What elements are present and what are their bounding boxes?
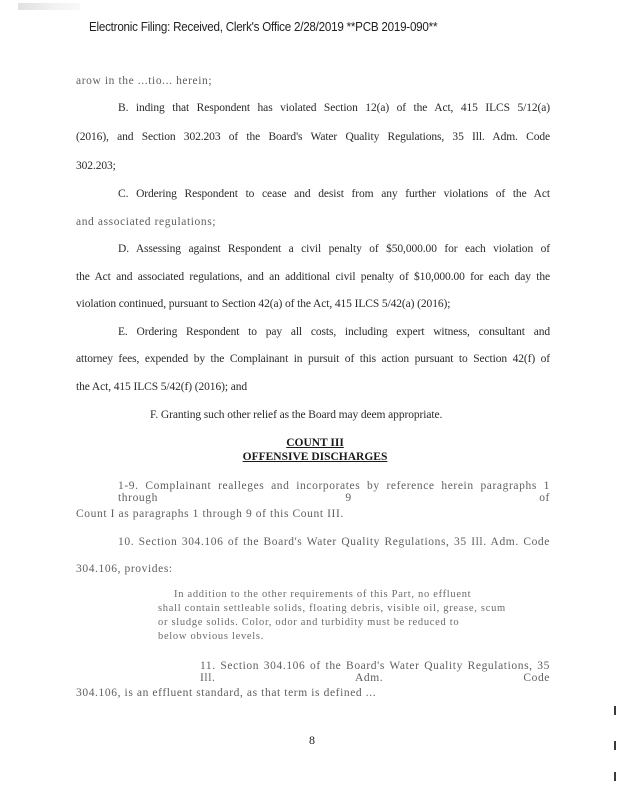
block-quote-line-2: shall contain settleable solids, floating debris, visible oil, grease, scum [158,603,506,614]
scan-margin-mark [614,772,616,781]
paragraph-c-line-2: and associated regulations; [76,216,217,228]
count-number-heading: COUNT III [286,437,344,449]
paragraph-b-line-2: (2016), and Section 302.203 of the Board's Water Quality Regulations, 35 Ill. Adm. Code [76,131,550,143]
count-paragraph-2-line-2: 304.106, provides: [76,563,173,575]
paragraph-d-line-1: D. Assessing against Respondent a civil penalty of $50,000.00 for each violation of [118,243,550,255]
scan-artifact [18,3,80,10]
count-paragraph-1-line-2: Count I as paragraphs 1 through 9 of this Count III. [76,508,344,520]
paragraph-e-line-2: attorney fees, expended by the Complainant in pursuit of this action pursuant to Section 42(f) of [76,353,550,365]
block-quote-line-1: In addition to the other requirements of this Part, no effluent [174,589,472,600]
count-paragraph-2-line-1: 10. Section 304.106 of the Board's Water Quality Regulations, 35 Ill. Adm. Code [118,536,550,548]
paragraph-e-line-1: E. Ordering Respondent to pay all costs, including expert witness, consultant and [118,326,550,338]
paragraph-f: F. Granting such other relief as the Board may deem appropriate. [150,409,443,421]
paragraph-b-line-1: B. inding that Respondent has violated Section 12(a) of the Act, 415 ILCS 5/12(a) [118,102,550,114]
paragraph-c-line-1: C. Ordering Respondent to cease and desist from any further violations of the Act [118,188,550,200]
count-paragraph-3-line-2: 304.106, is an effluent standard, as that term is defined ... [76,687,377,699]
count-title-heading: OFFENSIVE DISCHARGES [242,451,388,463]
scan-margin-mark [614,741,616,750]
block-quote-line-4: below obvious levels. [158,631,264,642]
paragraph-b-line-3: 302.203; [76,160,116,172]
page-number: 8 [309,733,315,747]
paragraph-d-line-2: the Act and associated regulations, and an additional civil penalty of $10,000.00 for each day the [76,271,550,283]
count-paragraph-3-line-1: 11. Section 304.106 of the Board's Water Quality Regulations, 35 Ill. Adm. Code [200,660,550,684]
filing-header: Electronic Filing: Received, Clerk's Office 2/28/2019 **PCB 2019-090** [89,20,438,34]
scan-margin-mark [614,706,616,715]
count-paragraph-1-line-1: 1-9. Complainant realleges and incorporates by reference herein paragraphs 1 through 9 of [118,480,550,504]
intro-fragment: arow in the ...tio... herein; [76,75,213,87]
paragraph-e-line-3: the Act, 415 ILCS 5/42(f) (2016); and [76,381,248,393]
paragraph-d-line-3: violation continued, pursuant to Section 42(a) of the Act, 415 ILCS 5/42(a) (2016); [76,298,451,310]
block-quote-line-3: or sludge solids. Color, odor and turbidity must be reduced to [158,617,460,628]
